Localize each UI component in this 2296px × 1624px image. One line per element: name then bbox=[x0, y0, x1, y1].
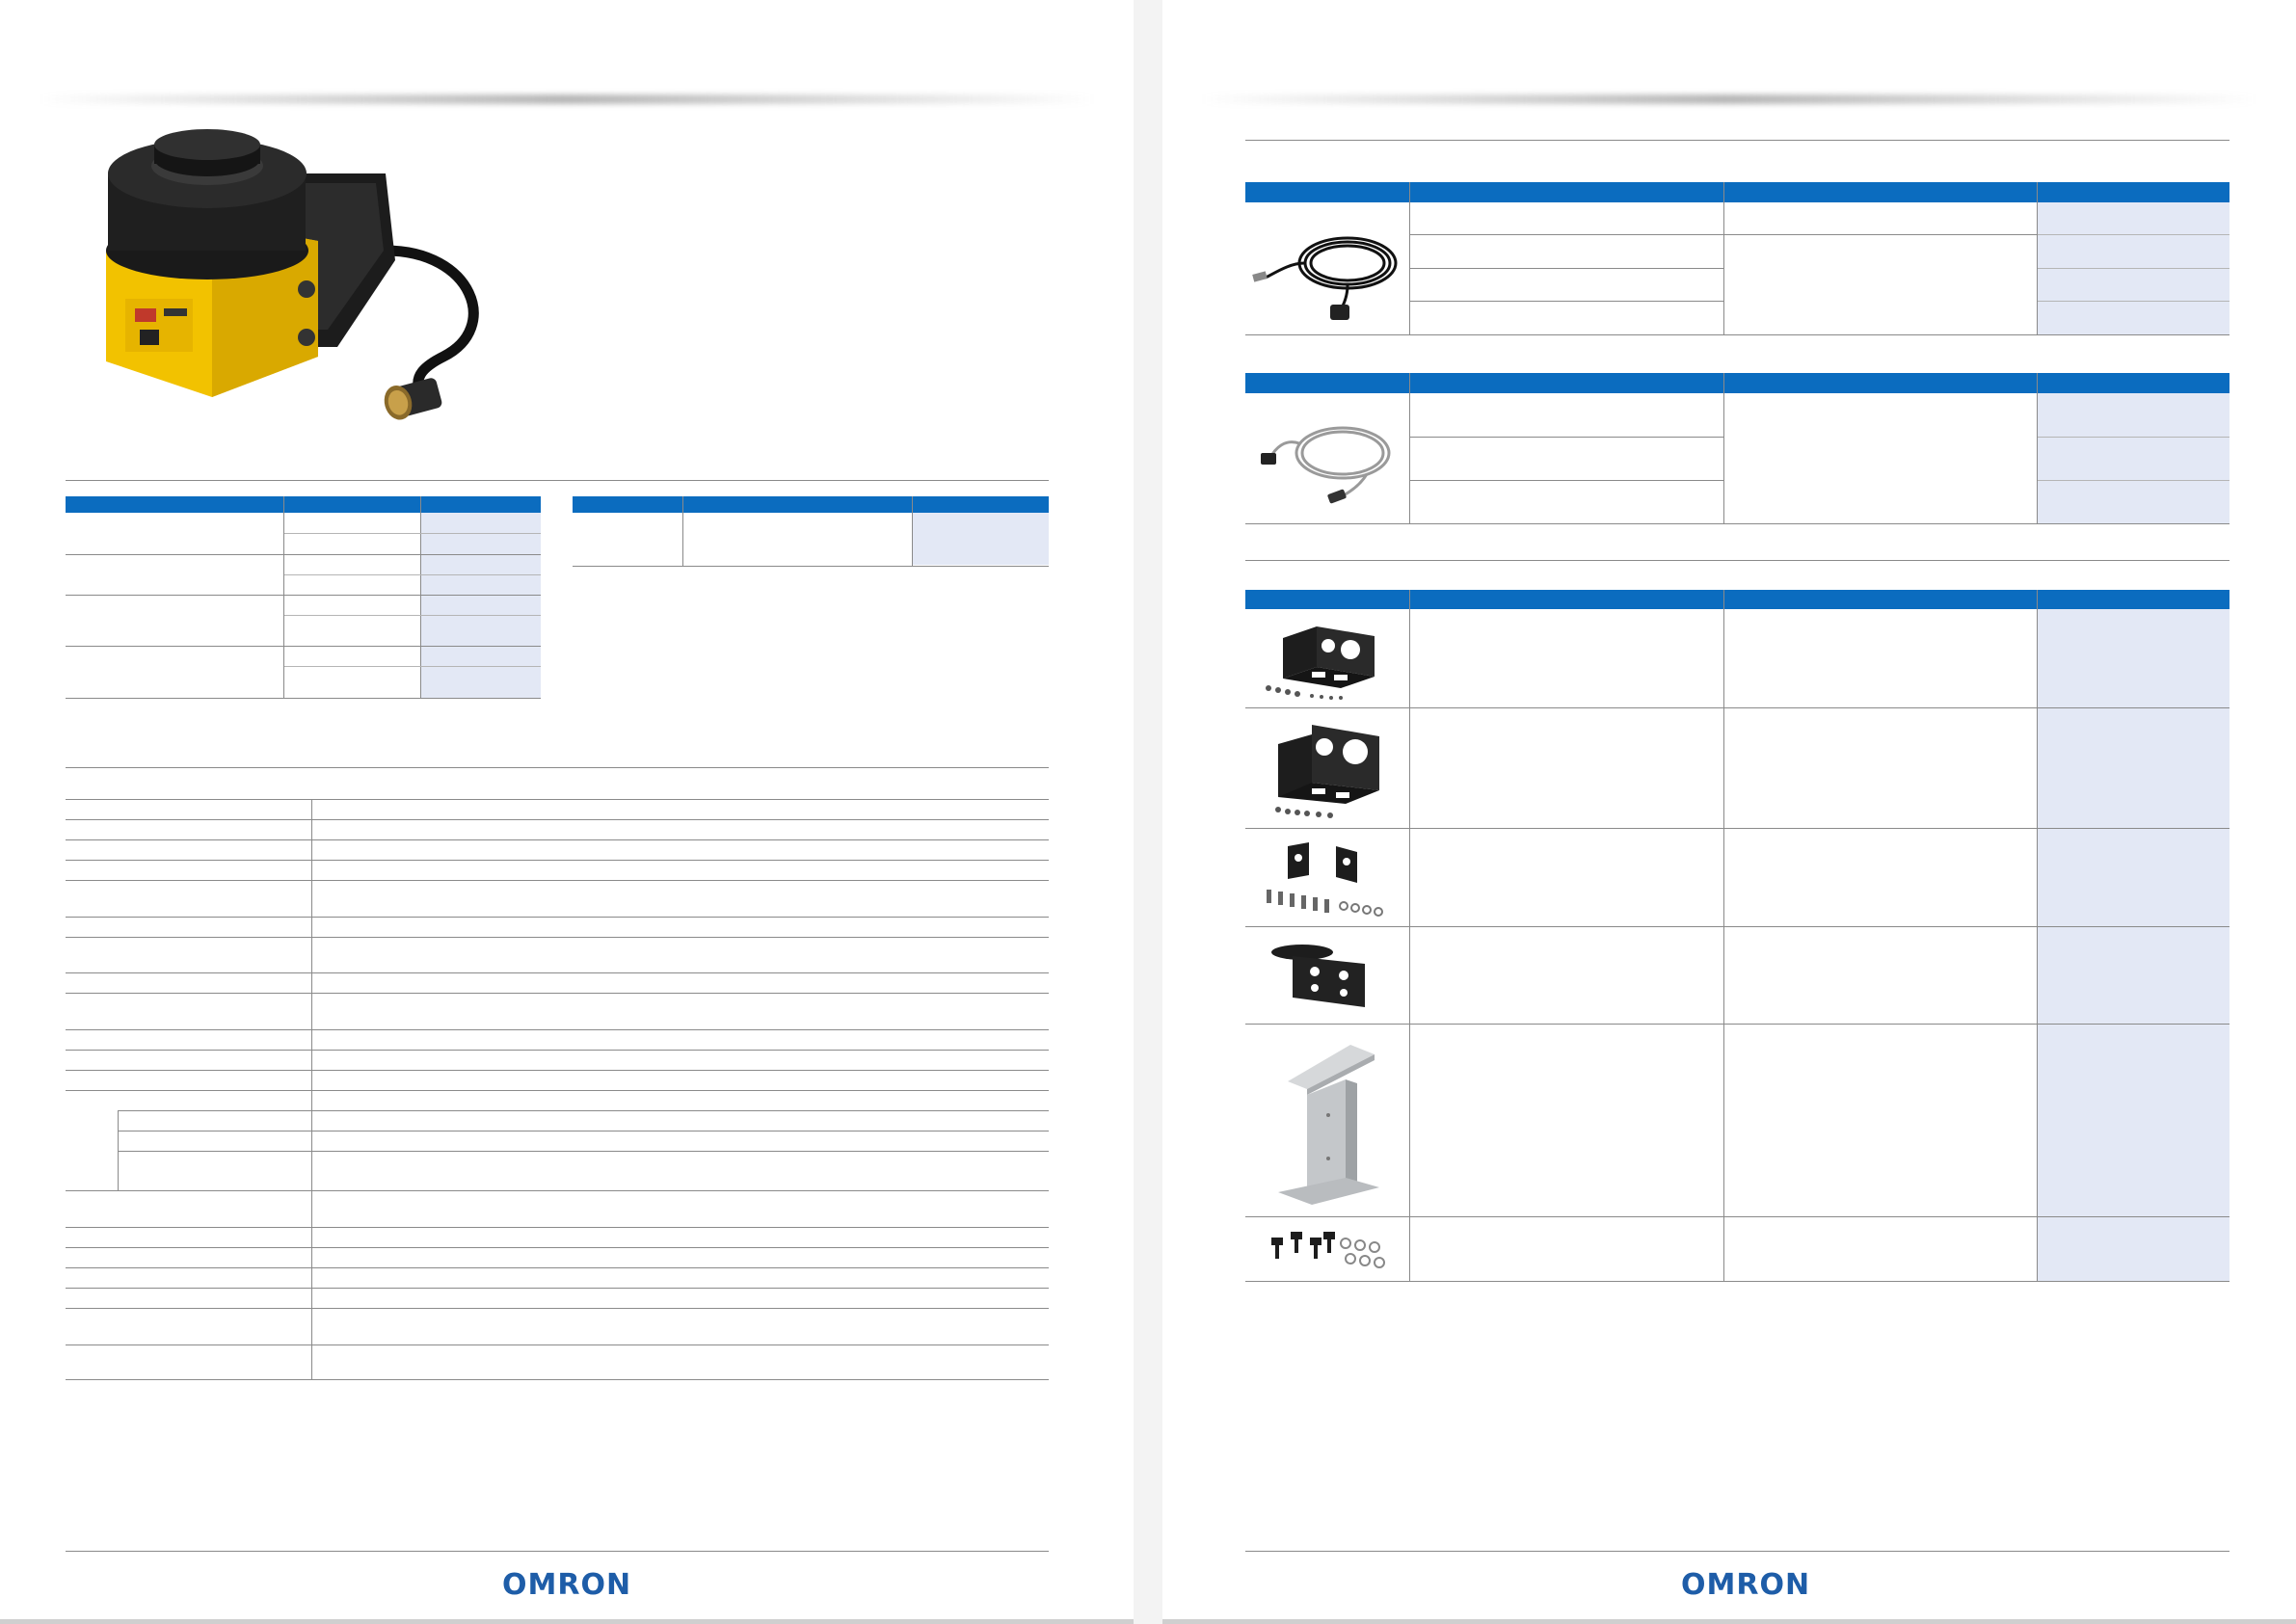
spec-row-line bbox=[66, 819, 1049, 820]
table-row-line bbox=[2038, 301, 2229, 302]
ethernet-table-shaded-column bbox=[2038, 393, 2229, 523]
spec-row-line bbox=[66, 1090, 1049, 1091]
table-row-line bbox=[66, 646, 541, 647]
accessory-table-shaded-column bbox=[2038, 609, 2229, 1281]
table-row-line bbox=[1410, 268, 1724, 269]
coiled-cable-photo bbox=[1251, 220, 1403, 321]
section-rule bbox=[66, 767, 1049, 768]
table-row-line bbox=[2038, 234, 2229, 235]
section-rule bbox=[1245, 140, 2229, 141]
spec-subgroup-divider bbox=[118, 1110, 119, 1190]
spec-row-line bbox=[66, 1308, 1049, 1309]
table-row-line bbox=[1245, 1281, 2229, 1282]
spec-row-line bbox=[66, 799, 1049, 800]
spec-row-line bbox=[66, 972, 1049, 973]
spec-row-line bbox=[118, 1151, 1049, 1152]
table-row-line bbox=[1410, 437, 1724, 438]
table-row-line bbox=[2038, 268, 2229, 269]
spec-row-line bbox=[66, 993, 1049, 994]
table-row-line bbox=[66, 698, 541, 699]
table-row-line bbox=[1410, 301, 1724, 302]
table-divider bbox=[1409, 182, 1410, 334]
footer-rule bbox=[1245, 1551, 2229, 1552]
spec-column-divider bbox=[311, 799, 312, 1379]
table-row-line bbox=[1245, 707, 2229, 708]
table-divider bbox=[1409, 590, 1410, 1281]
table-row-line bbox=[1410, 480, 1724, 481]
spec-row-line bbox=[66, 1227, 1049, 1228]
floor-stand-photo bbox=[1268, 1033, 1384, 1209]
cable-table-header bbox=[1245, 182, 2229, 202]
table-row-line bbox=[1245, 828, 2229, 829]
bracket-plates-photo bbox=[1259, 837, 1394, 918]
table-row-line bbox=[1245, 523, 2229, 524]
spec-row-line bbox=[118, 1110, 1049, 1111]
table-b-header bbox=[573, 496, 1049, 513]
laser-scanner-photo bbox=[96, 116, 511, 424]
spec-row-line bbox=[66, 1070, 1049, 1071]
table-row-line bbox=[2038, 480, 2229, 481]
top-shadow bbox=[1201, 94, 2257, 104]
table-b-shaded-cell bbox=[913, 513, 1049, 565]
spec-row-line bbox=[66, 1344, 1049, 1345]
table-row-line bbox=[66, 554, 541, 555]
omron-logo: OMRON bbox=[1681, 1568, 1811, 1602]
spec-row-line bbox=[66, 1190, 1049, 1191]
table-row-line bbox=[284, 615, 541, 616]
accessory-table-header bbox=[1245, 590, 2229, 609]
left-page bbox=[0, 0, 1134, 1624]
spec-row-line bbox=[66, 1050, 1049, 1051]
table-row-line bbox=[1245, 1216, 2229, 1217]
spec-row-line bbox=[66, 917, 1049, 918]
spec-row-line bbox=[66, 860, 1049, 861]
table-row-line bbox=[284, 533, 541, 534]
spec-row-line bbox=[66, 880, 1049, 881]
table-row-line bbox=[573, 566, 1049, 567]
ethernet-cable-photo bbox=[1251, 405, 1403, 511]
spec-row-line bbox=[66, 839, 1049, 840]
page-gutter bbox=[1134, 0, 1162, 1624]
spec-row-line bbox=[66, 1267, 1049, 1268]
spec-row-line bbox=[66, 1029, 1049, 1030]
bottom-strip bbox=[0, 1619, 1134, 1624]
table-divider bbox=[1723, 182, 1724, 334]
section-rule bbox=[1245, 560, 2229, 561]
table-row-line bbox=[66, 595, 541, 596]
right-page bbox=[1162, 0, 2296, 1624]
table-row-line bbox=[1245, 334, 2229, 335]
omron-logo: OMRON bbox=[502, 1568, 632, 1602]
footer-rule bbox=[66, 1551, 1049, 1552]
table-row-line bbox=[2038, 437, 2229, 438]
mounting-bracket-photo bbox=[1259, 619, 1394, 701]
protective-bracket-photo bbox=[1259, 715, 1394, 821]
table-row-line bbox=[284, 574, 541, 575]
spec-row-line bbox=[66, 1379, 1049, 1380]
table-divider bbox=[1409, 373, 1410, 523]
table-divider bbox=[1723, 590, 1724, 1281]
table-divider bbox=[283, 496, 284, 699]
section-rule bbox=[66, 480, 1049, 481]
spec-row-line bbox=[66, 1247, 1049, 1248]
ethernet-table-header bbox=[1245, 373, 2229, 393]
table-row-line bbox=[284, 666, 541, 667]
table-row-line bbox=[1245, 1024, 2229, 1025]
top-shadow bbox=[39, 94, 1095, 104]
table-row-line bbox=[1245, 926, 2229, 927]
screw-kit-photo bbox=[1264, 1224, 1394, 1274]
rotation-bracket-photo bbox=[1259, 935, 1394, 1017]
spec-row-line bbox=[66, 937, 1049, 938]
spec-row-line bbox=[66, 1288, 1049, 1289]
bottom-strip bbox=[1162, 1619, 2296, 1624]
table-a-shaded-column bbox=[421, 513, 541, 699]
table-a-header bbox=[66, 496, 541, 513]
table-divider bbox=[682, 496, 683, 566]
table-divider bbox=[1723, 373, 1724, 523]
